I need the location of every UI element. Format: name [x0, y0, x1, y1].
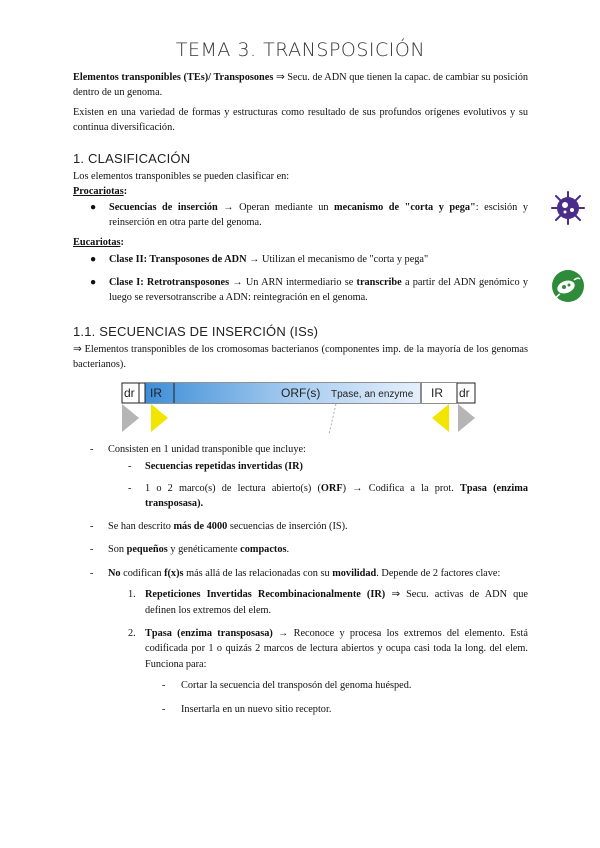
prok-item-text1: → Operan mediante un [217, 201, 335, 213]
is-b4-b: más allá de las relacionadas con su [183, 567, 333, 579]
factor-2-sub-2: - Insertarla en un nuevo sitio receptor. [162, 703, 332, 715]
eukaryotes-label: Eucariotas [73, 236, 121, 248]
is-b4-bold3: movilidad [332, 567, 377, 579]
ir-left-arrow [151, 404, 168, 432]
is-b2-b: secuencias de inserción (IS). [227, 520, 348, 532]
is-lead: ⇒ Elementos transponibles de los cromosomas bacterianos (componentes imp. de la mayoría de los genomas bacterianos). [73, 344, 528, 371]
ir-right-label: IR [431, 386, 443, 400]
is-bullet-3: - Son pequeños y genéticamente compactos. [90, 544, 290, 556]
intro-paragraph-2: Existen en una variedad de formas y estructuras como resultado de sus profundos orígenes evolutivos y su continua diversificación. [73, 106, 528, 134]
euk-item2-text2: a partir del ADN genómico y luego se reversotranscribe a ADN: reintegración en el genoma. [109, 276, 528, 304]
is-b1-sub2-b: ) → Codifica a la prot. [342, 482, 461, 494]
is-b3-b: y genéticamente [167, 544, 241, 556]
virus-icon [550, 190, 586, 226]
factor-2-sub2-text: Insertarla en un nuevo sitio receptor. [181, 703, 332, 715]
factor-1 [73, 587, 528, 618]
is-b3-bold2: compactos [240, 544, 287, 556]
factor-1-text: ⇒ Secu. activas de ADN que definen los extremos del elem. [145, 589, 529, 616]
tpase-label: Tpase, an enzyme [331, 389, 414, 400]
is-b1-text: Consisten en 1 unidad transponible que incluye: [108, 444, 306, 455]
ir-left-label: IR [150, 386, 162, 400]
euk-item2-bold: transcribe [356, 276, 402, 288]
is-b3-a: Son [108, 544, 127, 556]
is-b1-sub2-orf: ORF [320, 482, 343, 494]
is-bullet-2: - Se han descrito más de 4000 secuencias de inserción (IS). [90, 520, 348, 532]
factor-1-number: 1. [128, 589, 136, 601]
is-b4-c: . Depende de 2 factores clave: [376, 567, 501, 579]
dr-right-label: dr [459, 386, 470, 400]
is-b3-c: . [286, 544, 290, 556]
dr-left-arrow [122, 404, 139, 432]
is-b1-sub2-bold: Tpasa (enzima transposasa). [145, 482, 529, 510]
factor-2-term: Tpasa (enzima transposasa) [145, 627, 273, 639]
is-b2-a: Se han descrito [108, 520, 174, 532]
factor-2-sub1-text: Cortar la secuencia del transposón del genoma huésped. [181, 680, 412, 692]
prok-item-term: Secuencias de inserción [109, 201, 218, 213]
intro-definition: Secu. de ADN que tienen la capac. de cambiar su posición dentro de un genoma. [73, 72, 529, 99]
ir-right-arrow [432, 404, 449, 432]
is-bullet-1: - Consisten en 1 unidad transponible que incluye: [90, 444, 306, 455]
is-b4-bold1: No [108, 567, 121, 579]
euk-item2-term: Clase I: Retrotransposones [109, 276, 230, 288]
is-b4-a: codifican [120, 567, 165, 579]
eukaryote-item-1: ● Clase II: Transposones de ADN → Utilizan el mecanismo de "corta y pega" [90, 254, 429, 266]
prokaryotes-label: Procariotas [73, 186, 124, 198]
intro-term: Elementos transponibles (TEs)/ Transposones [73, 72, 274, 83]
tpase-pointer [329, 404, 336, 434]
euk-item1-text: → Utilizan el mecanismo de "corta y pega" [246, 254, 429, 266]
prok-item-text2: : escisión y reinserción en otra parte del genoma. [109, 201, 528, 229]
is-b1-sub-2: - 1 o 2 marco(s) de lectura abierto(s) (ORF) → Codifica a la prot. Tpasa (enzima transposasa). [128, 482, 529, 510]
prok-item-bold: mecanismo de "corta y pega" [334, 201, 476, 213]
is-bullet-4: - No codifican f(x)s más allá de las relacionadas con su movilidad. Depende de 2 factores clave: [90, 567, 501, 579]
factor-2-number: 2. [128, 627, 136, 639]
prokaryote-item: ● Secuencias de inserción → Operan mediante un mecanismo de "corta y pega": escisión y reinserción en otra parte del genoma. [90, 201, 528, 229]
euk-item2-text1: → Un ARN intermediario se [229, 276, 357, 288]
section-heading-classification: 1. CLASIFICACIÓN [73, 151, 191, 166]
orf-label: ORF(s) [281, 386, 321, 400]
insertion-sequence-diagram [121, 382, 481, 438]
classification-lead: Los elementos transponibles se pueden clasificar en: [73, 171, 290, 182]
is-b3-bold1: pequeños [126, 544, 168, 556]
page-title: TEMA 3. TRANSPOSICIÓN [175, 39, 426, 61]
is-b4-bold2: f(x)s [164, 567, 184, 579]
is-b1-sub-1: - Secuencias repetidas invertidas (IR) [128, 461, 303, 473]
factor-2 [73, 626, 528, 672]
dr-right-arrow [458, 404, 475, 432]
section-heading-insertion-sequences: 1.1. SECUENCIAS DE INSERCIÓN (ISs) [73, 324, 319, 339]
intro-paragraph-1 [73, 70, 528, 101]
is-b2-bold: más de 4000 [173, 520, 228, 532]
factor-2-sub-1: - Cortar la secuencia del transposón del genoma huésped. [162, 680, 412, 692]
bacteria-icon [550, 268, 586, 304]
dr-left-label: dr [124, 386, 135, 400]
eukaryote-item-2: ● Clase I: Retrotransposones → Un ARN intermediario se transcribe a partir del ADN genómico y luego se reversotranscribe a ADN: reintegración en el genoma. [90, 276, 528, 304]
factor-2-text: → Reconoce y procesa los extremos del elemento. Está codificada por 1 o quizás 2 marcos de lectura abiertos y ocupa casi toda la long. del elem. Funciona para: [145, 627, 528, 670]
euk-item1-term: Clase II: Transposones de ADN [109, 254, 247, 266]
factor-1-term: Repeticiones Invertidas Recombinacionalmente (IR) [145, 589, 386, 601]
intro-arrow: ⇒ [273, 72, 288, 83]
is-b1-sub1-text: Secuencias repetidas invertidas (IR) [145, 461, 303, 473]
is-b1-sub2-a: 1 o 2 marco(s) de lectura abierto(s) ( [145, 482, 321, 494]
